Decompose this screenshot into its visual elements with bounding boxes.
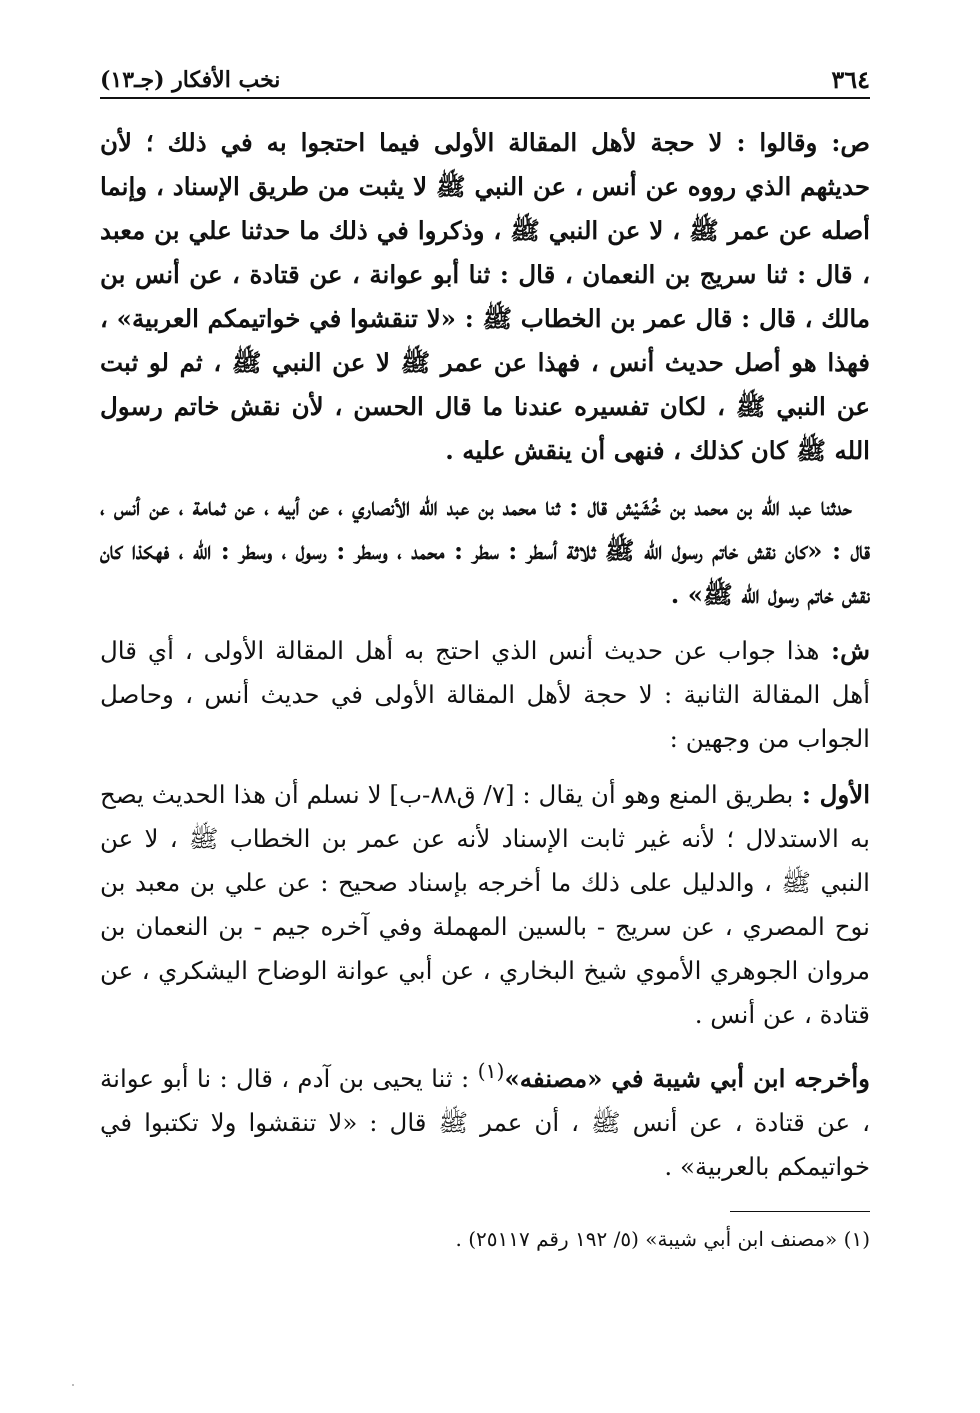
footnote: (١) «مصنف ابن أبي شيبة» (٥/ ١٩٢ رقم ٢٥١١٧) . [455, 1227, 870, 1252]
paragraph-matn [100, 121, 870, 473]
paragraph-ibn-abi-shaybah [100, 1049, 870, 1189]
book-page [100, 55, 870, 1355]
footnote-divider [730, 1211, 870, 1212]
paragraph-first-answer [100, 773, 870, 1037]
footnote-reference[interactable]: (١) [477, 1059, 505, 1083]
paragraph-sharh [100, 629, 870, 761]
paragraph-marker: ص: [817, 128, 870, 157]
paragraph-text: : ثنا يحيى بن آدم ، قال : نا أبو عوانة ، عن قتادة ، عن أنس ﷺ ، أن عمر ﷺ قال : «لا تنقشوا ولا تكتبوا في خواتيمكم بالعربية» . [100, 1064, 870, 1182]
paragraph-text: بطريق المنع وهو أن يقال : [٧/ ق٨٨-ب] لا نسلم أن هذا الحديث يصح به الاستدلال ؛ لأنه غير ثابت الإسناد لأنه عن عمر بن الخطاب ﷺ ، لا عن النبي ﷺ ، والدليل على ذلك ما أخرجه بإسناد صحيح : عن علي بن معبد بن نوح المصري ، عن سريج - بالسين المهملة وفي آخره جيم - بن النعمان بن مروان الجوهري الأموي شيخ البخاري ، عن أبي عوانة الوضاح اليشكري ، عن قتادة ، عن أنس . [100, 780, 870, 1029]
page-number: ٣٦٤ [831, 65, 870, 94]
page-header [100, 55, 870, 99]
page-body [100, 121, 870, 1256]
paragraph-text: وقالوا : لا حجة لأهل المقالة الأولى فيما احتجوا به في ذلك ؛ لأن حديثهم الذي رووه عن أنس ، عن النبي ﷺ لا يثبت من طريق الإسناد ، وإنما أصله عن عمر ﷺ ، لا عن النبي ﷺ ، وذكروا في ذلك ما حدثنا علي بن معبد ، قال : ثنا سريج بن النعمان ، قال : ثنا أبو عوانة ، عن قتادة ، عن أنس بن مالك ، قال : قال عمر بن الخطاب ﷺ : «لا تنقشوا في خواتيمكم العربية» ، فهذا هو أصل حديث أنس ، فهذا عن عمر ﷺ لا عن النبي ﷺ ، ثم لو ثبت عن النبي ﷺ ، لكان تفسيره عندنا ما قال الحسن ، لأن نقش خاتم رسول الله ﷺ كان كذلك ، فنهى أن ينقش عليه . [100, 128, 870, 465]
book-title: نخب الأفكار (جـ١٣) [100, 67, 281, 93]
paragraph-text: حدثنا عبد الله بن محمد بن خُشَيْش قال : ثنا محمد بن عبد الله الأنصاري ، عن أبيه ، عن ثمامة ، عن أنس ، قال : «كان نقش خاتم رسول الله ﷺ ثلاثة أسطر : سطر : محمد ، وسطر : رسول ، وسطر : الله ، فهكذا كان نقش خاتم رسول الله ﷺ» . [100, 492, 870, 609]
paragraph-text: هذا جواب عن حديث أنس الذي احتج به أهل المقالة الأولى ، أي قال أهل المقالة الثانية : لا حجة لأهل المقالة الأولى في حديث أنس ، وحاصل الجواب من وجهين : [100, 636, 870, 753]
paragraph-marker: الأول : [793, 780, 871, 809]
paragraph-hadith [100, 485, 870, 617]
scan-speck [72, 1384, 74, 1386]
paragraph-marker: ش: [819, 636, 871, 665]
paragraph-marker: وأخرجه ابن أبي شيبة في «مصنفه» [504, 1064, 870, 1094]
